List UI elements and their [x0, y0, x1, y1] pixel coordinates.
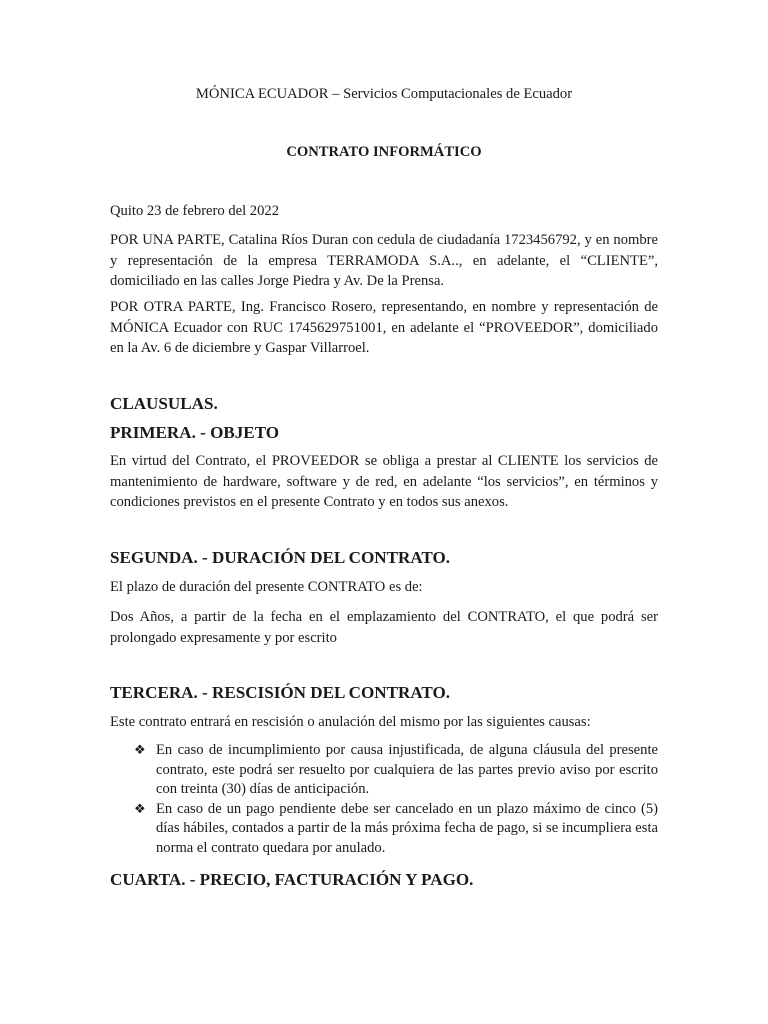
clause-third-heading: TERCERA. - RESCISIÓN DEL CONTRATO.: [110, 683, 451, 702]
company-header: MÓNICA ECUADOR – Servicios Computacionales de Ecuador: [195, 86, 573, 102]
document-title: CONTRATO INFORMÁTICO: [286, 144, 482, 160]
party-two-paragraph: POR OTRA PARTE, Ing. Francisco Rosero, representando, en nombre y representación de MÓNICA Ecuador con RUC 1745629751001, en adelante el “PROVEEDOR”, domiciliado en la Av. 6 de diciembre y Gaspar Villarroel.: [110, 299, 658, 356]
diamond-bullet-icon: ❖: [134, 801, 146, 817]
clauses-heading: CLAUSULAS.: [110, 394, 218, 413]
list-item: [110, 800, 658, 859]
clause-first-body: En virtud del Contrato, el PROVEEDOR se obliga a prestar al CLIENTE los servicios de mantenimiento de hardware, software y de red, en adelante “los servicios”, en términos y condiciones previstos en el presente Contrato y en todos sus anexos.: [110, 453, 658, 510]
list-item-text: En caso de un pago pendiente debe ser cancelado en un plazo máximo de cinco (5) días hábiles, contados a partir de la más próxima fecha de pago, si se incumpliera esta norma el contrato quedara por anulado.: [156, 800, 658, 856]
clause-second-body-1: El plazo de duración del presente CONTRATO es de:: [110, 579, 423, 595]
clause-second-body-2: Dos Años, a partir de la fecha en el emplazamiento del CONTRATO, el que podrá ser prolongado expresamente y por escrito: [110, 609, 658, 646]
rescission-causes-list: [110, 741, 658, 858]
clause-first-heading: PRIMERA. - OBJETO: [110, 423, 280, 442]
clause-second-heading: SEGUNDA. - DURACIÓN DEL CONTRATO.: [110, 548, 451, 567]
diamond-bullet-icon: ❖: [134, 743, 146, 758]
clause-fourth-heading: CUARTA. - PRECIO, FACTURACIÓN Y PAGO.: [110, 870, 474, 889]
party-one-paragraph: POR UNA PARTE, Catalina Ríos Duran con cedula de ciudadanía 1723456792, y en nombre y representación de la empresa TERRAMODA S.A.., en adelante, el “CLIENTE”, domiciliado en las calles Jorge Piedra y Av. De la Prensa.: [110, 232, 658, 289]
list-item: [110, 741, 658, 800]
clause-third-intro: Este contrato entrará en rescisión o anulación del mismo por las siguientes causas:: [110, 714, 591, 730]
date-line: Quito 23 de febrero del 2022: [110, 203, 279, 219]
list-item-text: En caso de incumplimiento por causa injustificada, de alguna cláusula del presente contrato, este podrá ser resuelto por cualquiera de las partes previo aviso por escrito con treinta (30) días de anticipación.: [156, 742, 658, 797]
